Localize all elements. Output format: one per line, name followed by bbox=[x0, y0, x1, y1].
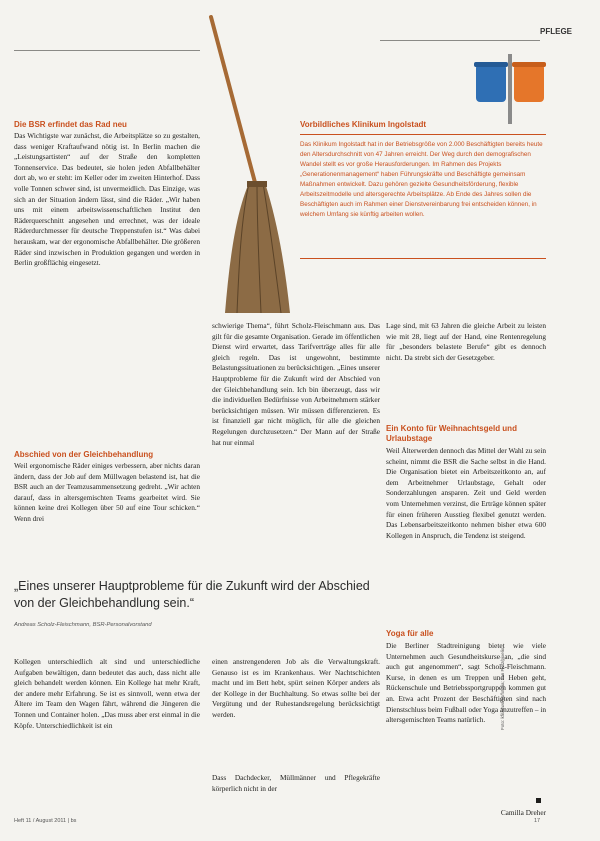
pull-quote: „Eines unserer Hauptprobleme für die Zukunft wird der Abschied von der Gleichbehandlung sein.“ bbox=[14, 579, 370, 610]
text-konto: Weil Älterwerden dennoch das Mittel der Wahl zu sein scheint, nimmt die BSR die Sache selbst in die Hand. Die Organisation bietet ein Arbeitszeitkonto an, auf dem Arbeitnehmer Urlaubstage, Gehalt oder Sonderzahlungen ansparen. Zeit und Geld werden vom Unternehmen verzinst, die Erträge können später für einen früheren Ausstieg flexibel genutzt werden. Das Lebensarbeitszeitkonto nehmen bisher etwa 600 Kollegen in Anspruch, die Tendenz ist steigend. bbox=[386, 446, 546, 540]
text-bottom-mid-2: Dass Dachdecker, Müllmänner und Pflegekräfte körperlich nicht in der bbox=[212, 773, 380, 793]
text-bsr: Das Wichtigste war zunächst, die Arbeitsplätze so zu gestalten, dass weniger Kraftaufwand nötig ist. In Berlin machen die „Leistungsartisten“ auf der Straße den kompletten Tonnenservice. Das bedeutet, sie holen jeden Abfallbehälter dort ab, wo er steht: im Keller oder im zweiten Hinterhof. Dass volle Tonnen schwer sind, ist unvermeidlich. Das Einzige, was sich an der Situation ändern lässt, sind die Räder. „Wir haben uns mit einem arbeitswissenschaftlichen Institut den Räderquerschnitt angesehen und errechnet, was der ideale Räderdurchmesser für deutsche Treppenstufen ist.“ Was dabei herauskam, war der ergonomische Abfallbehälter. Die größeren Räder sind inzwischen in Produktion gegangen und werden in Berlin großflächig eingesetzt. bbox=[14, 131, 200, 268]
heading-konto: Ein Konto für Weihnachtsgeld und Urlaubstage bbox=[386, 424, 517, 443]
bin-post bbox=[508, 54, 512, 124]
author: Camilla Dreher bbox=[500, 808, 546, 817]
text-bottom-mid: einen anstrengenderen Job als die Verwaltungskraft. Genauso ist es im Krankenhaus. Wer Nachtschichten macht und im Bett hebt, spürt seinen Körper anders als der Kollege in der Buchhaltung. So etwas sollte bei der Vergütung und der Ruhestandsregelung berücksichtigt werden. bbox=[212, 657, 380, 719]
section-label: PFLEGE bbox=[540, 27, 573, 36]
trash-bins-illustration bbox=[472, 54, 552, 124]
box-text: Das Klinikum Ingolstadt hat in der Betriebsgröße von 2.000 Beschäftigten bereits heute den Altersdurchschnitt von 47 Jahren erreicht. Der Weg durch den demografischen Wandel stellt es vor große Herausforderungen. Im Rahmen des Projekts „Generationenmanagement“ haben Führungskräfte und Beschäftigte gemeinsam Maßnahmen entwickelt. Dazu gehören gezielte Gesundheitsförderung, flexible Arbeitszeitmodelle und altersgerechte Arbeitsplätze. Ab Ende des Jahres sollen die Beschäftigten auch im Rahmen einer Dienstvereinbarung frei entscheiden können, in welchem Umfang sie künftig arbeiten wollen. bbox=[300, 141, 543, 218]
bin-blue bbox=[476, 64, 506, 102]
text-bottom-left: Kollegen unterschiedlich alt sind und unterschiedliche Aufgaben bewältigen, dann bedeutet das auch, dass nicht alle gleich behandelt werden können. Ein Kollege hat mehr Kraft, der andere mehr Erfahrung. Se ist es sinnvoll, wenn etwa der Ältere im Team den Wagen fährt, während die Jüngeren die Tonnen und Container holen. „Das muss aber erst einmal in die Köpfe. Unterschiedlichkeit ist ein bbox=[14, 657, 200, 730]
heading-yoga: Yoga für alle bbox=[386, 629, 434, 638]
text-mid: schwierige Thema“, führt Scholz-Fleischmann aus. Das gilt für die gesamte Organisation. Gerade im öffentlichen Dienst wird erwartet, dass Tarifverträge alles für alle gleich regeln. Das ist ungewohnt, bestimmte Belastungssituationen zu berücksichtigen. „Eines unserer Hauptprobleme für die Zukunft wird der Abschied von der Gleichbehandlung sein. Ich bin überzeugt, dass wir die individuellen Bedürfnisse von Arbeitnehmern stärker berücksichtigen müssen. Wir müssen differenzieren. Es ist finanziell gar nicht möglich, für alle die gleichen Regelungen durchzusetzen.“ Der Mann auf der Straße hat nur einmal bbox=[212, 321, 380, 447]
broom-illustration bbox=[205, 15, 300, 315]
photo-credit: Foto: kfi/artworks/fotolia; Jan Fietz/pixelio bbox=[500, 647, 505, 730]
box-rule-top bbox=[300, 134, 546, 135]
footer-page: 17 bbox=[534, 818, 541, 824]
header-rule-left bbox=[14, 50, 200, 51]
text-right: Lage sind, mit 63 Jahren die gleiche Arbeit zu leisten wie mit 28, liegt auf der Hand, eine Rentenregelung für „besonders belastete Berufe“ gibt es dennoch nicht. Da strebt sich der Gesetzgeber. bbox=[386, 321, 546, 362]
header-rule-right bbox=[380, 40, 540, 41]
text-yoga: Die Berliner Stadtreinigung bietet wie viele Unternehmen auch Gesundheitskurse an, „die sind auch gut angenommen“, sagt Scholz-Fleischmann. Kurse, in denen es um Treppen und Heben geht, Rückenschule und Betriebssportgruppen kommen gut an. Etwa acht Prozent der Beschäftigten sind nach Dienstschluss beim Fußball oder Yoga anzutreffen – in altersgemischten Teams natürlich. bbox=[386, 641, 546, 725]
quote-source: Andreas Scholz-Fleischmann, BSR-Personalvorstand bbox=[14, 622, 152, 628]
box-rule-bottom bbox=[300, 258, 546, 259]
end-mark bbox=[536, 798, 541, 803]
heading-bsr: Die BSR erfindet das Rad neu bbox=[14, 120, 127, 129]
footer-left: Heft 11 / August 2011 | bs bbox=[14, 818, 77, 824]
bin-orange bbox=[514, 64, 544, 102]
text-gleichbehandlung: Weil ergonomische Räder einiges verbessern, aber nichts daran ändern, dass der Job auf dem Müllwagen belastend ist, hat die BSR auch an der Teamzusammensetzung gedreht. „Wir achten darauf, dass in altersgemischten Teams gearbeitet wird. Sie können keine drei Kollegen über 50 auf eine Tour schicken.“ Wenn drei bbox=[14, 461, 200, 523]
box-heading: Vorbildliches Klinikum Ingolstadt bbox=[300, 120, 427, 129]
broom-handle bbox=[211, 17, 257, 190]
heading-gleichbehandlung: Abschied von der Gleichbehandlung bbox=[14, 450, 154, 459]
